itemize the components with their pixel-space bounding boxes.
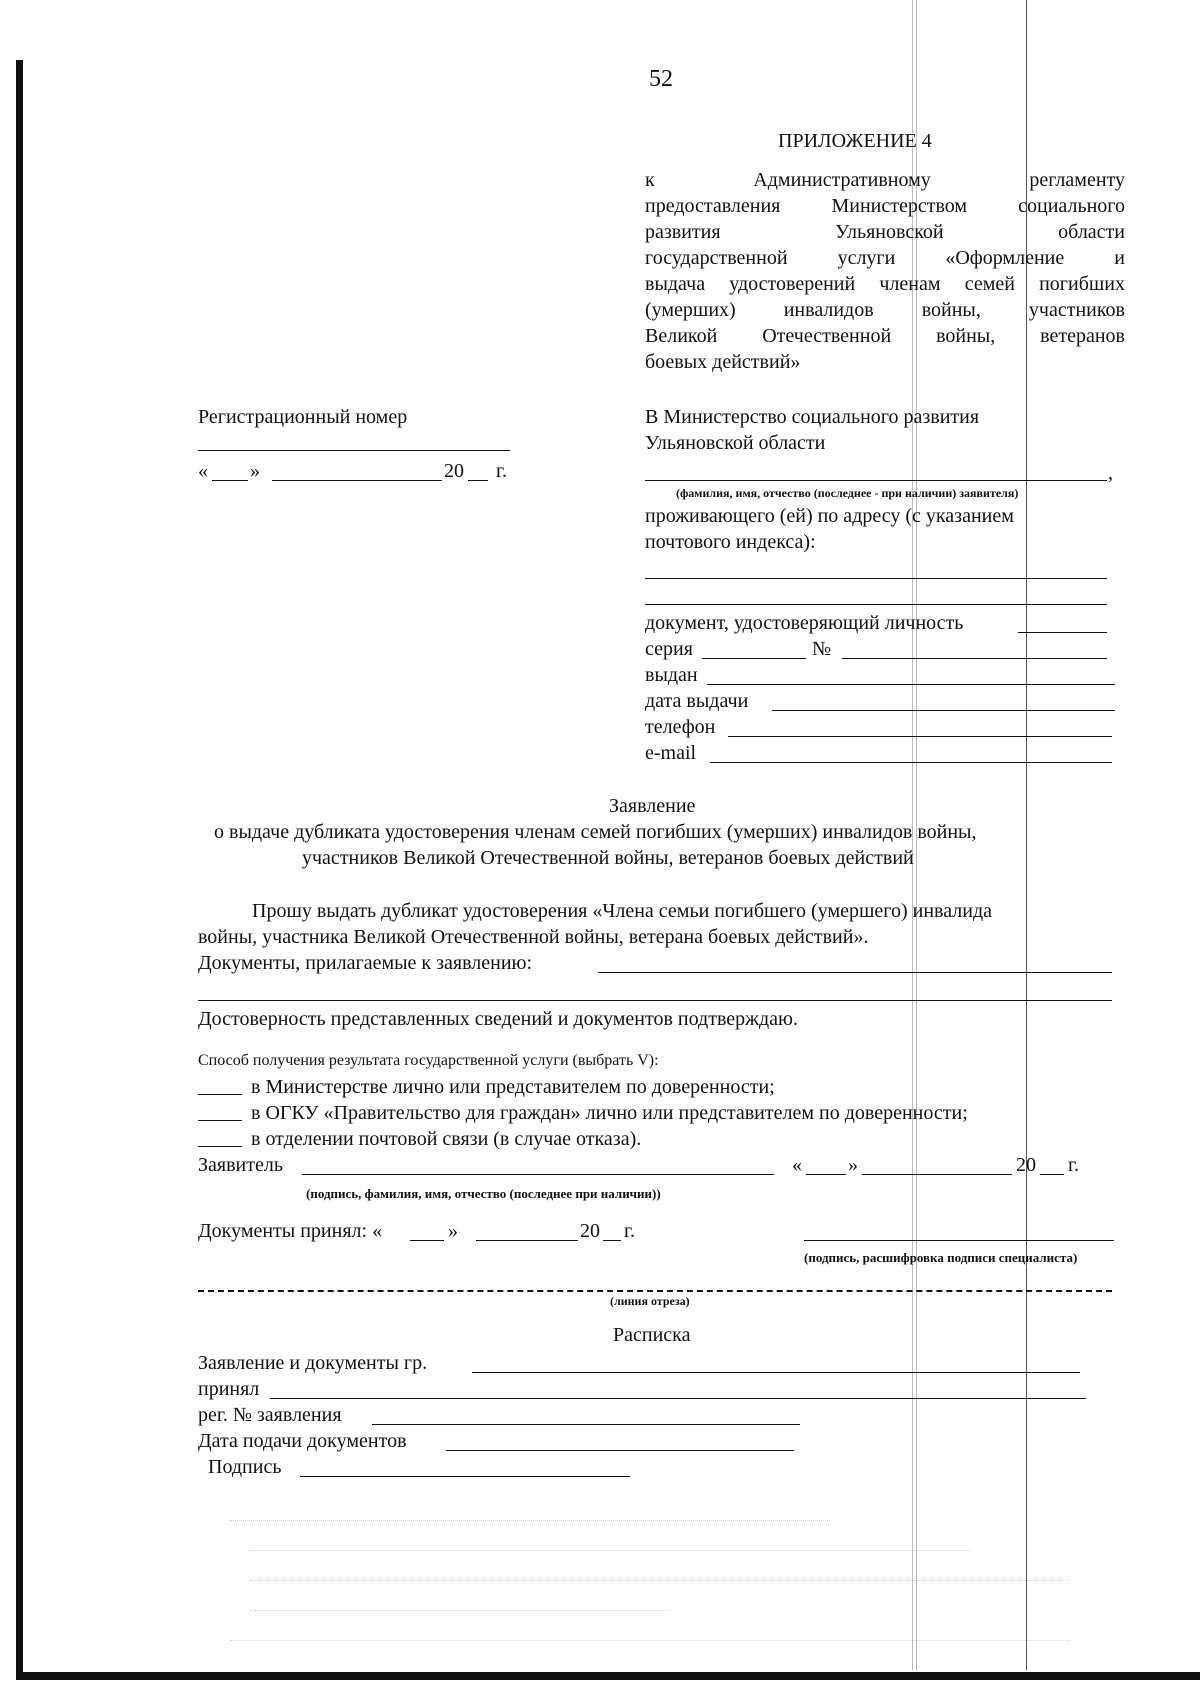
appendix-line: развития Ульяновской области	[645, 221, 1125, 243]
number-line[interactable]	[842, 658, 1107, 659]
residing-line2: почтового индекса):	[645, 531, 816, 553]
series-line[interactable]	[702, 658, 806, 659]
applicant-label: Заявитель	[198, 1154, 283, 1176]
appendix-line: предоставления Министерством социального	[645, 195, 1125, 217]
registration-year-suffix: г.	[496, 460, 507, 482]
cut-line-caption: (линия отреза)	[610, 1294, 690, 1308]
method-checkbox-3[interactable]	[198, 1146, 242, 1147]
appendix-line: боевых действий»	[645, 351, 801, 373]
address-line-2[interactable]	[645, 604, 1107, 605]
identity-doc-label: документ, удостоверяющий личность	[645, 612, 964, 634]
attached-docs-line-1[interactable]	[598, 972, 1112, 973]
method-checkbox-1[interactable]	[198, 1094, 242, 1095]
registration-date-open: «	[198, 460, 208, 482]
email-label: e-mail	[645, 742, 697, 764]
receipt-date-line[interactable]	[446, 1450, 794, 1451]
applicant-signature-line[interactable]	[302, 1174, 774, 1175]
identity-doc-line[interactable]	[1018, 632, 1107, 633]
addressee-to-line2: Ульяновской области	[645, 432, 826, 454]
issued-line[interactable]	[707, 684, 1115, 685]
receipt-accepted-label: принял	[198, 1378, 260, 1400]
accepted-day-line[interactable]	[410, 1240, 444, 1241]
receipt-from-label: Заявление и документы гр.	[198, 1352, 428, 1374]
receipt-accepted-line[interactable]	[270, 1398, 1086, 1399]
appendix-line: государственной услуги «Оформление и	[645, 247, 1125, 269]
email-line[interactable]	[710, 762, 1112, 763]
cut-line	[198, 1290, 1112, 1292]
applicant-date-open: «	[792, 1154, 802, 1176]
applicant-year: 20	[1016, 1154, 1036, 1176]
phone-label: телефон	[645, 716, 716, 738]
appendix-title: ПРИЛОЖЕНИЕ 4	[778, 130, 932, 152]
series-label: серия	[645, 638, 693, 660]
request-line1: Прошу выдать дубликат удостоверения «Члена семьи погибшего (умершего) инвалида	[252, 900, 992, 922]
receipt-heading: Расписка	[613, 1324, 691, 1346]
registration-label: Регистрационный номер	[198, 406, 408, 428]
applicant-caption: (подпись, фамилия, имя, отчество (последнее при наличии))	[306, 1186, 661, 1201]
page-number: 52	[649, 66, 673, 92]
receipt-reg-line[interactable]	[372, 1424, 800, 1425]
method-option-2: в ОГКУ «Правительство для граждан» лично или представителем по доверенности;	[251, 1102, 968, 1124]
appendix-line: Великой Отечественной войны, ветеранов	[645, 325, 1125, 347]
issue-date-line[interactable]	[772, 710, 1115, 711]
registration-date-close: »	[250, 460, 260, 482]
receipt-signature-line[interactable]	[300, 1476, 630, 1477]
registration-day-line[interactable]	[212, 480, 248, 481]
statement-subheading-1: о выдаче дубликата удостоверения членам семей погибших (умерших) инвалидов войны,	[214, 821, 977, 843]
applicant-year-suffix: г.	[1068, 1154, 1079, 1176]
registration-year: 20	[444, 460, 464, 482]
issued-label: выдан	[645, 664, 698, 686]
receipt-signature-label: Подпись	[208, 1456, 282, 1478]
accepted-close: »	[448, 1220, 458, 1242]
address-line-1[interactable]	[645, 578, 1107, 579]
registration-month-line[interactable]	[272, 480, 442, 481]
phone-line[interactable]	[728, 736, 1112, 737]
issue-date-label: дата выдачи	[645, 690, 749, 712]
applicant-date-close: »	[848, 1154, 858, 1176]
receipt-from-line[interactable]	[472, 1372, 1080, 1373]
attached-docs-label: Документы, прилагаемые к заявлению:	[198, 952, 533, 974]
number-sign: №	[812, 638, 832, 660]
applicant-month-line[interactable]	[862, 1174, 1012, 1175]
attached-docs-line-2[interactable]	[198, 1000, 1112, 1001]
appendix-line: (умерших) инвалидов войны, участников	[645, 299, 1125, 321]
appendix-line: выдача удостоверений членам семей погибших	[645, 273, 1125, 295]
applicant-name-line[interactable]	[645, 480, 1107, 481]
scan-left-border	[16, 60, 23, 1675]
statement-heading: Заявление	[609, 795, 696, 817]
method-option-3: в отделении почтовой связи (в случае отказа).	[251, 1128, 642, 1150]
name-line-comma: ,	[1108, 462, 1113, 484]
scan-bottom-border	[16, 1672, 1200, 1680]
appendix-line: к Административному регламенту	[645, 169, 1125, 191]
receipt-date-label: Дата подачи документов	[198, 1430, 407, 1452]
method-checkbox-2[interactable]	[198, 1120, 242, 1121]
appendix-text	[645, 167, 1125, 375]
applicant-day-line[interactable]	[806, 1174, 846, 1175]
receipt-reg-label: рег. № заявления	[198, 1404, 342, 1426]
addressee-to-line1: В Министерство социального развития	[645, 406, 980, 428]
statement-subheading-2: участников Великой Отечественной войны, ветеранов боевых действий	[302, 847, 914, 869]
residing-line1: проживающего (ей) по адресу (с указанием	[645, 505, 1014, 527]
registration-number-line[interactable]	[198, 450, 510, 451]
specialist-caption: (подпись, расшифровка подписи специалиста)	[804, 1250, 1078, 1265]
accepted-month-line[interactable]	[476, 1240, 578, 1241]
accepted-year-line[interactable]	[603, 1240, 621, 1241]
specialist-signature-line[interactable]	[804, 1240, 1114, 1241]
applicant-name-caption: (фамилия, имя, отчество (последнее - при наличии) заявителя)	[676, 486, 1019, 500]
confirmation-text: Достоверность представленных сведений и документов подтверждаю.	[198, 1008, 798, 1030]
method-option-1: в Министерстве лично или представителем по доверенности;	[251, 1076, 775, 1098]
accepted-year: 20	[580, 1220, 600, 1242]
accepted-suffix: г.	[624, 1220, 635, 1242]
accepted-label: Документы принял: «	[198, 1220, 383, 1242]
applicant-year-line[interactable]	[1040, 1174, 1064, 1175]
registration-year-line[interactable]	[468, 480, 488, 481]
bleed-through-area	[230, 1510, 1090, 1660]
request-line2: войны, участника Великой Отечественной войны, ветерана боевых действий».	[198, 926, 869, 948]
method-label: Способ получения результата государственной услуги (выбрать V):	[198, 1052, 659, 1069]
